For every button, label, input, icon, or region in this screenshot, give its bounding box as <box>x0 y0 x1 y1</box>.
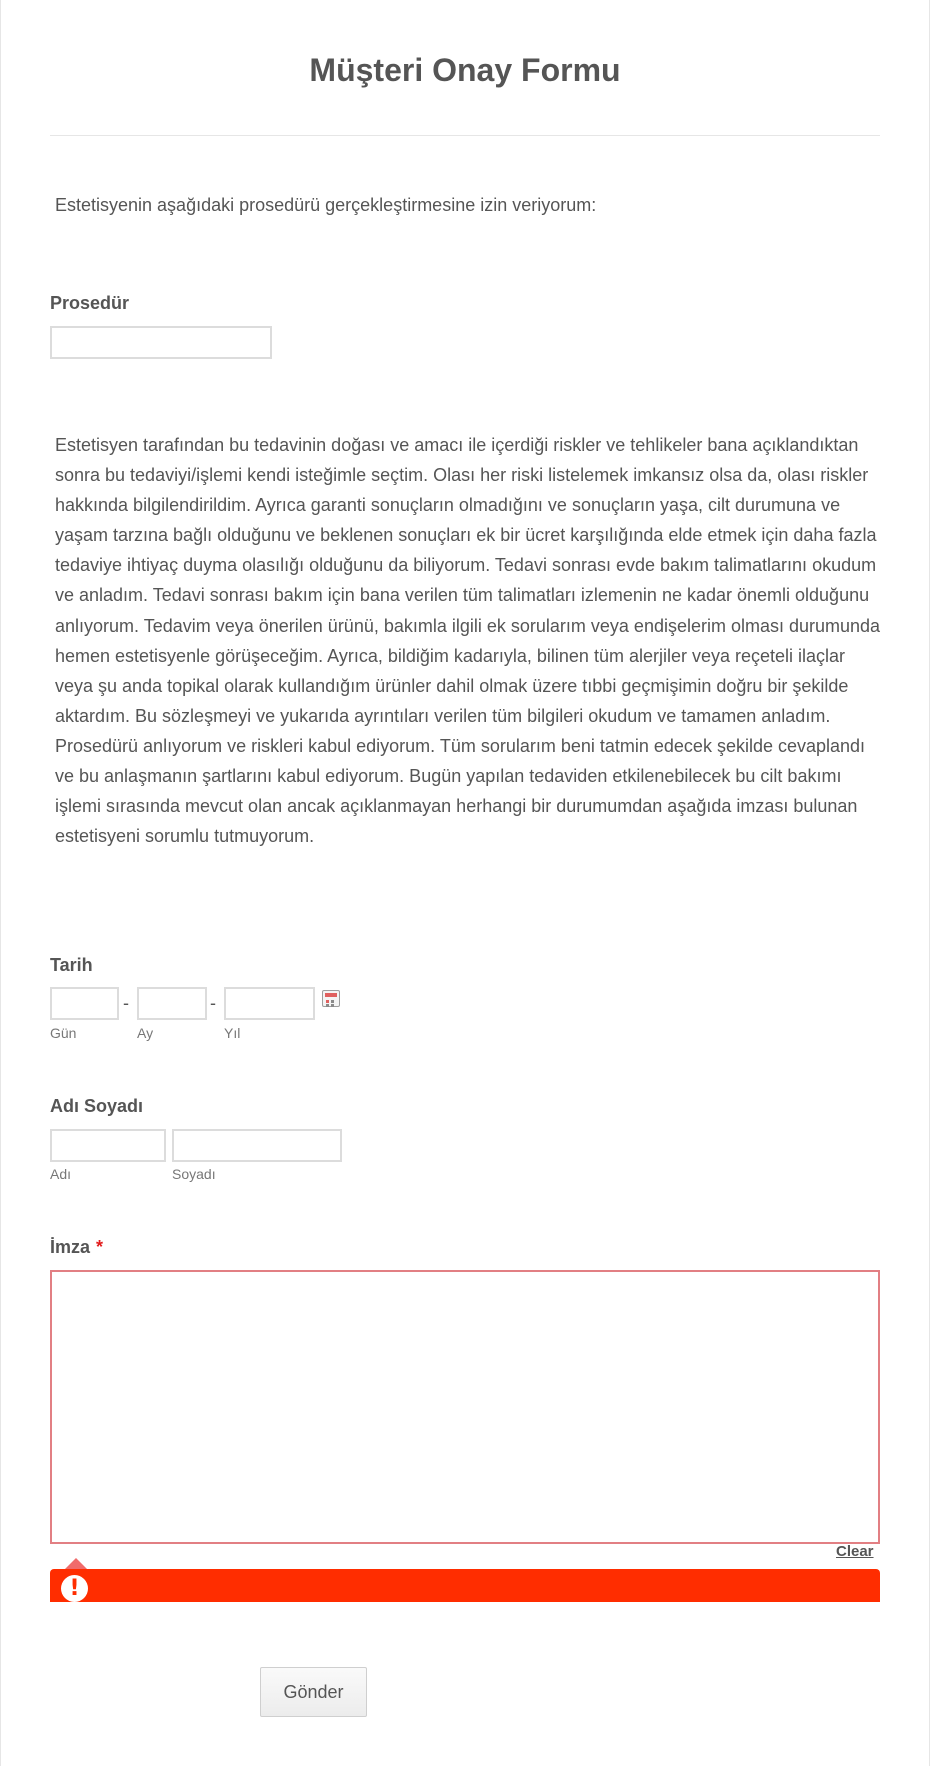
first-name-sublabel: Adı <box>50 1166 72 1182</box>
procedure-input[interactable] <box>50 326 272 359</box>
date-label: Tarih <box>50 955 93 975</box>
date-day-sublabel: Gün <box>50 1025 77 1041</box>
intro-text: Estetisyenin aşağıdaki prosedürü gerçekleştirmesine izin veriyorum: <box>55 195 597 215</box>
date-month-input[interactable] <box>137 987 207 1020</box>
form-title: Müşteri Onay Formu <box>309 52 621 88</box>
calendar-icon[interactable] <box>322 990 340 1007</box>
date-separator: - <box>123 993 129 1013</box>
procedure-label: Prosedür <box>50 293 130 313</box>
exclamation-circle-icon: ! <box>61 1575 88 1602</box>
date-year-input[interactable] <box>224 987 315 1020</box>
signature-pad[interactable] <box>50 1270 880 1544</box>
consent-text: Estetisyen tarafından bu tedavinin doğası ve amacı ile içerdiği riskler ve tehlikeler bana açıklandıktan sonra bu tedaviyi/işlemi kendi isteğimle seçtim. Olası her riski listelemek imkansız olsa da, olası riskler hakkında bilgilendirildim. Ayrıca garanti sonuçların olmadığını ve sonuçların yaşa, cilt durumuna ve yaşam tarzına bağlı olduğunu ve beklenen sonuçları ek bir ücret karşılığında elde etmek için daha fazla tedaviye ihtiyaç duyma olasılığı olduğunu da biliyorum. Tedavi sonrası evde bakım talimatlarını okudum ve anladım. Tedavi sonrası bakım için bana verilen tüm talimatları izlemenin ne kadar önemli olduğunu anlıyorum. Tedavim veya önerilen ürünü, bakımla ilgili ek sorularım veya endişelerim olması durumunda hemen estetisyenle görüşeceğim. Ayrıca, bildiğim kadarıyla, bilinen tüm alerjiler veya reçeteli ilaçlar veya şu anda topikal olarak kullandığım ürünler dahil olmak üzere tıbbi geçmişimin doğru bir şekilde aktardım. Bu sözleşmeyi ve yukarıda ayrıntıları verilen tüm bilgileri okudum ve tamamen anladım. Prosedürü anlıyorum ve riskleri kabul ediyorum. Tüm sorularım beni tatmin edecek şekilde cevaplandı ve bu anlaşmanın şartlarını kabul ediyorum. Bugün yapılan tedaviden etkilenebilecek bu cilt bakımı işlemi sırasında mevcut olan ancak açıklanmayan herhangi bir durumumdan aşağıda imzası bulunan estetisyeni sorumlu tutmuyorum. <box>55 435 881 847</box>
clear-signature-link[interactable]: Clear <box>836 1543 874 1560</box>
signature-label-text: İmza <box>50 1237 91 1257</box>
submit-button[interactable]: Gönder <box>260 1667 367 1717</box>
error-message-bar <box>50 1569 880 1602</box>
required-mark: * <box>96 1237 104 1257</box>
page-border-left <box>0 0 1 1766</box>
signature-label <box>50 1237 103 1258</box>
date-year-sublabel: Yıl <box>224 1025 241 1041</box>
first-name-input[interactable] <box>50 1129 166 1162</box>
full-name-label: Adı Soyadı <box>50 1096 144 1116</box>
title-divider <box>50 135 880 136</box>
last-name-sublabel: Soyadı <box>172 1166 216 1182</box>
date-month-sublabel: Ay <box>137 1025 154 1041</box>
last-name-input[interactable] <box>172 1129 342 1162</box>
date-separator: - <box>210 993 216 1013</box>
date-day-input[interactable] <box>50 987 119 1020</box>
